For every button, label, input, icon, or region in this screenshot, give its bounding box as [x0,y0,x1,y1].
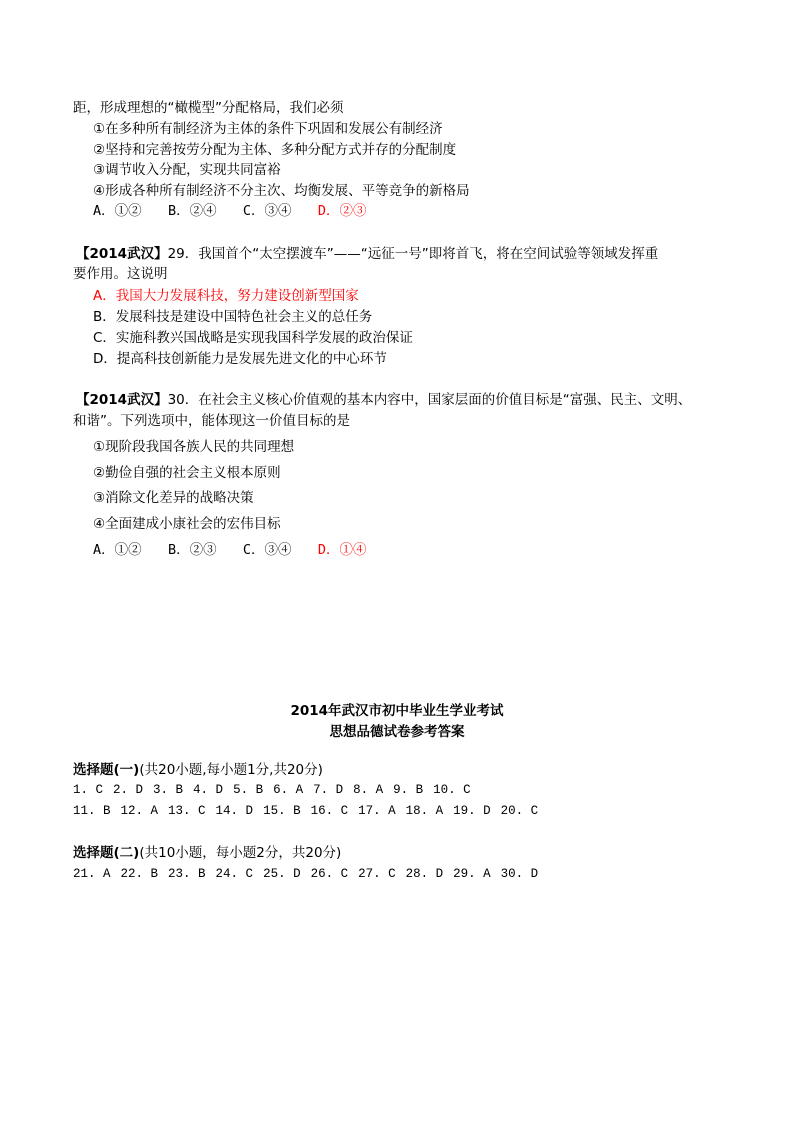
answer-item: 28. D [405,867,444,881]
section-note: (共10小题，每小题2分，共20分) [139,845,342,861]
answer-row [73,803,548,819]
answer-item: 9. B [393,783,424,797]
statement-item: ①现阶段我国各族人民的共同理想 [93,439,295,455]
answer-item: 5. B [233,783,264,797]
statement-item: ②勤俭自强的社会主义根本原则 [93,465,281,481]
answer-item: 26. C [310,867,349,881]
answer-item: 3. B [153,783,184,797]
statement-item: ②坚持和完善按劳分配为主体、多种分配方式并存的分配制度 [93,142,457,158]
answer-item: 18. A [405,804,444,818]
statement-item: ④形成各种所有制经济不分主次、均衡发展、平等竞争的新格局 [93,183,470,199]
source-tag: 【2014武汉】 [76,392,168,408]
section-2-heading [73,845,341,861]
stem-text: 30．在社会主义核心价值观的基本内容中，国家层面的价值目标是“富强、民主、文明、 [167,392,692,408]
question-stem-cont: 和谐”。下列选项中，能体现这一价值目标的是 [73,413,350,429]
answer-item: 20. C [500,804,539,818]
answer-item: 22. B [120,867,159,881]
answer-item: 19. D [453,804,491,818]
answer-item: 29. A [453,867,491,881]
option-d-correct: D．②③ [317,203,367,219]
answer-item: 2. D [113,783,144,797]
answer-item: 30. D [500,867,539,881]
answer-row [73,782,481,798]
section-1-heading [73,762,323,778]
statement-item: ④全面建成小康社会的宏伟目标 [93,516,281,532]
answer-item: 13. C [168,804,206,818]
question-stem [76,392,691,408]
answer-item: 16. C [310,804,349,818]
answer-item: 6. A [273,783,304,797]
options-row [93,203,388,219]
answer-item: 24. C [215,867,254,881]
question-stem-cont: 要作用。这说明 [73,266,168,282]
section-title: 选择题(一) [73,762,140,778]
answer-item: 4. D [193,783,224,797]
source-tag: 【2014武汉】 [76,246,168,262]
option-d-correct: D．①④ [317,542,367,558]
section-title: 选择题(二) [73,845,140,861]
answer-item: 15. B [263,804,301,818]
stem-text: 29．我国首个“太空摆渡车”——“远征一号”即将首飞，将在空间试验等领域发挥重 [167,246,659,262]
option-b: B．发展科技是建设中国特色社会主义的总任务 [93,309,373,325]
option-c: C．③④ [242,203,292,219]
answer-key-title: 2014年武汉市初中毕业生学业考试 [290,703,504,719]
answer-row [73,866,548,882]
answer-key-subtitle: 思想品德试卷参考答案 [329,724,465,740]
answer-item: 7. D [313,783,344,797]
question-stem [76,246,658,262]
answer-item: 25. D [263,867,301,881]
option-b: B．②③ [167,542,217,558]
option-a: A．①② [93,542,142,558]
answer-item: 27. C [358,867,396,881]
answer-item: 12. A [120,804,159,818]
answer-item: 10. C [433,783,471,797]
option-b: B．②④ [167,203,217,219]
answer-item: 14. D [215,804,254,818]
section-note: (共20小题,每小题1分,共20分) [139,762,323,778]
statement-item: ③调节收入分配，实现共同富裕 [93,162,281,178]
statement-item: ③消除文化差异的战略决策 [93,490,254,506]
options-row [93,542,388,558]
option-d: D．提高科技创新能力是发展先进文化的中心环节 [93,351,387,367]
answer-item: 11. B [73,804,111,818]
option-a-correct: A．我国大力发展科技，努力建设创新型国家 [93,288,359,304]
option-c: C．实施科教兴国战略是实现我国科学发展的政治保证 [93,330,413,346]
answer-item: 17. A [358,804,396,818]
answer-item: 1. C [73,783,104,797]
answer-item: 8. A [353,783,384,797]
statement-item: ①在多种所有制经济为主体的条件下巩固和发展公有制经济 [93,121,443,137]
answer-item: 21. A [73,867,111,881]
option-c: C．③④ [242,542,292,558]
option-a: A．①② [93,203,142,219]
answer-item: 23. B [168,867,206,881]
question-stem: 距，形成理想的“橄榄型”分配格局，我们必须 [73,100,344,116]
